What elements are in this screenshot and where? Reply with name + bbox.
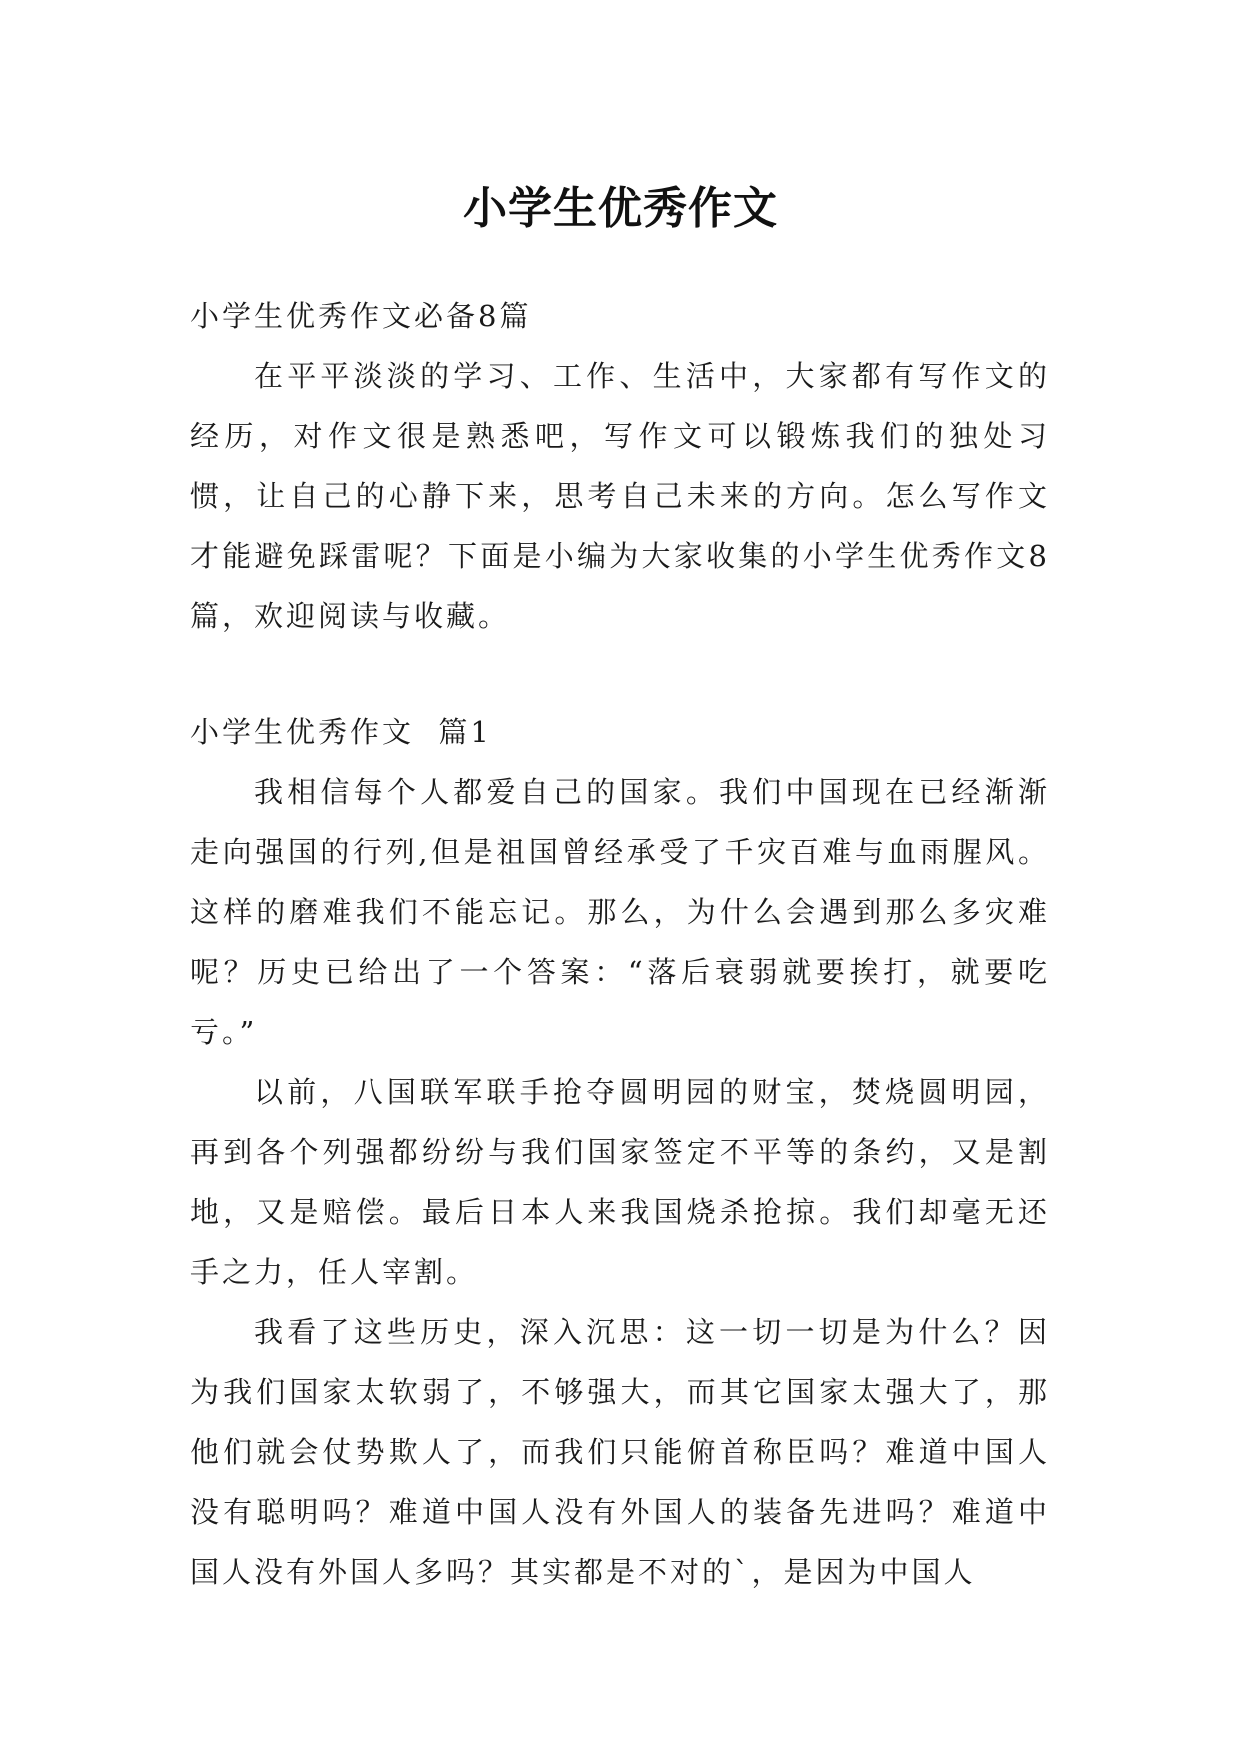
body-paragraph: 以前，八国联军联手抢夺圆明园的财宝，焚烧圆明园，再到各个列强都纷纷与我们国家签定不平等的条约，又是割地，又是赔偿。最后日本人来我国烧杀抢掠。我们却毫无还手之力，任人宰割。	[190, 1075, 1050, 1289]
body-paragraph: 我相信每个人都爱自己的国家。我们中国现在已经渐渐走向强国的行列,但是祖国曾经承受了千灾百难与血雨腥风。这样的磨难我们不能忘记。那么，为什么会遇到那么多灾难呢？历史已给出了一个答案：“落后衰弱就要挨打，就要吃亏。”	[190, 775, 1050, 1049]
section-heading: 小学生优秀作文 篇1	[190, 715, 492, 749]
intro-paragraph: 在平平淡淡的学习、工作、生活中，大家都有写作文的经历，对作文很是熟悉吧，写作文可以锻炼我们的独处习惯，让自己的心静下来，思考自己未来的方向。怎么写作文才能避免踩雷呢？下面是小编为大家收集的小学生优秀作文8篇，欢迎阅读与收藏。	[190, 359, 1050, 633]
document-title: 小学生优秀作文	[463, 183, 778, 235]
document-subtitle: 小学生优秀作文必备8篇	[190, 299, 532, 333]
section-spacer	[190, 646, 1050, 702]
document-body	[190, 286, 1050, 1602]
body-paragraph: 我看了这些历史，深入沉思：这一切一切是为什么？因为我们国家太软弱了，不够强大，而其它国家太强大了，那他们就会仗势欺人了，而我们只能俯首称臣吗？难道中国人没有聪明吗？难道中国人没有外国人的装备先进吗？难道中国人没有外国人多吗？其实都是不对的`，是因为中国人	[190, 1315, 1050, 1589]
